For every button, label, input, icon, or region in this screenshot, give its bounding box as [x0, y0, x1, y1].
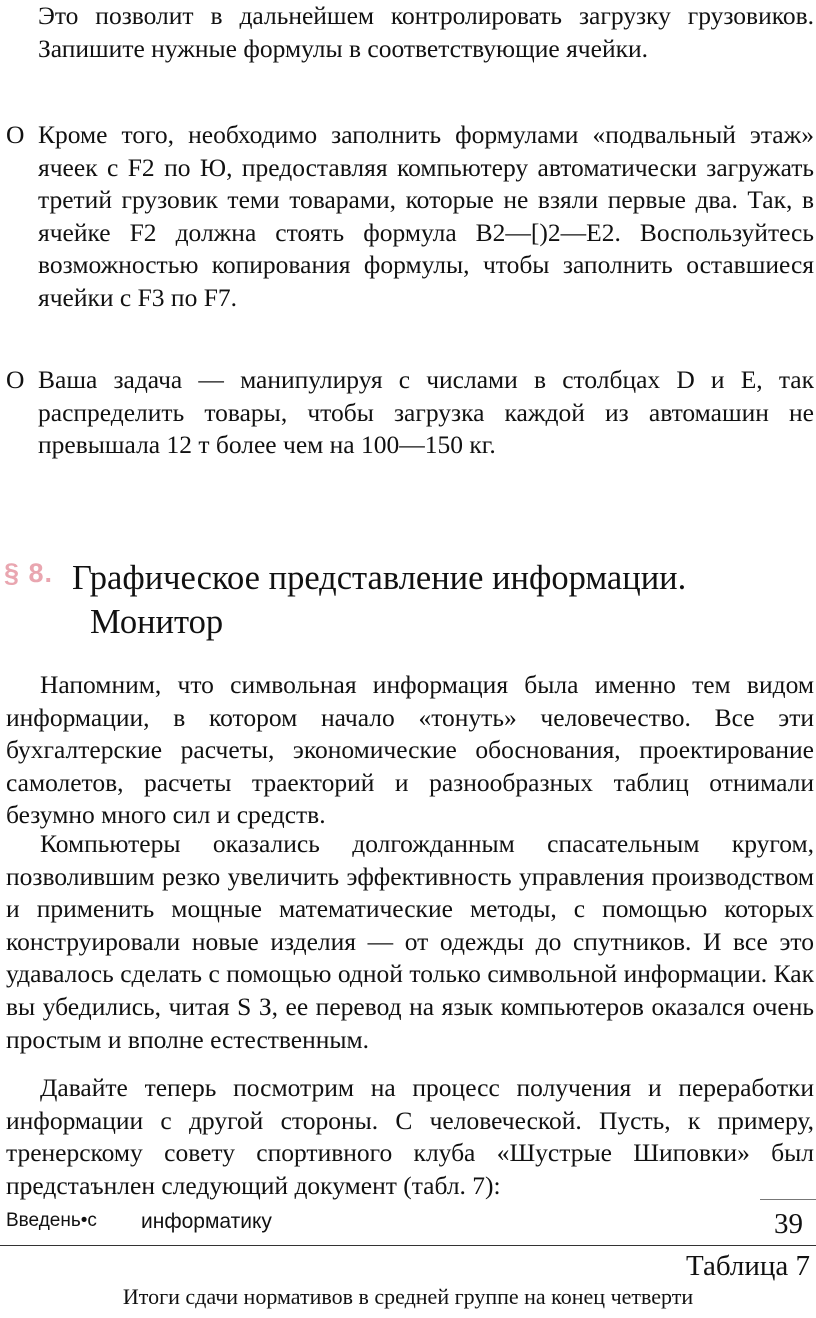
section-number: § 8. — [4, 558, 54, 588]
table-caption: Итоги сдачи нормативов в средней группе на конец четверти — [122, 1284, 694, 1309]
table-label: Таблица 7 — [685, 1250, 810, 1282]
bullet-marker: О — [6, 120, 25, 149]
body-paragraph: Давайте теперь посмотрим на процесс получения и переработки информации с другой стороны. С человеческой. Пусть, к примеру, тренерскому совету спортивного клуба «Шустрые Шиповки» был предстаънлен следующий документ (табл. 7): — [6, 1073, 814, 1200]
section-title — [72, 556, 792, 644]
top-paragraph: Это позволит в дальнейшем контролировать загрузку грузовиков. Запишите нужные формулы в соответствующие ячейки. — [38, 1, 814, 63]
body-paragraph: Напомним, что символьная информация была именно тем видом информации, в котором начало «тонуть» человечество. Все эти бухгалтерские расчеты, экономические обоснования, проектирование самолетов, расчеты траекторий и разнообразных таблиц отнимали безумно много сил и средств. — [6, 670, 814, 830]
bullet-marker: О — [6, 365, 25, 394]
section-title-line1: Графическое представление информации. — [72, 559, 687, 597]
footer-short-rule — [760, 1199, 816, 1200]
footer-running-head-middle: информатику — [141, 1210, 272, 1233]
footer-running-head-left: Введень•с — [6, 1210, 97, 1231]
page-number: 39 — [774, 1208, 803, 1240]
bullet-paragraph: Ваша задача — манипулируя с числами в столбцах D и Е, так распределить товары, чтобы загрузка каждой из автомашин не превышала 12 т более чем на 100—150 кг. — [38, 365, 814, 460]
section-title-line2: Монитор — [90, 603, 224, 641]
footer-rule — [0, 1245, 816, 1246]
bullet-paragraph: Кроме того, необходимо заполнить формулами «подвальный этаж» ячеек с F2 по Ю, предоставляя компьютеру автоматически загружать третий грузовик теми товарами, которые не взяли первые два. Так, в ячейке F2 должна стоять формула В2—[)2—Е2. Воспользуйтесь возможностью копирования формулы, чтобы заполнить оставшиеся ячейки с F3 по F7. — [38, 120, 814, 312]
body-paragraph: Компьютеры оказались долгожданным спасательным кругом, позволившим резко увеличить эффективность управления производством и применить мощные математические методы, с помощью которых конструировали новые изделия — от одежды до спутников. И все это удавалось сделать с помощью одной только символьной информации. Как вы убедились, читая S З, ее перевод на язык компьютеров оказался очень простым и вполне естественным. — [6, 829, 814, 1054]
